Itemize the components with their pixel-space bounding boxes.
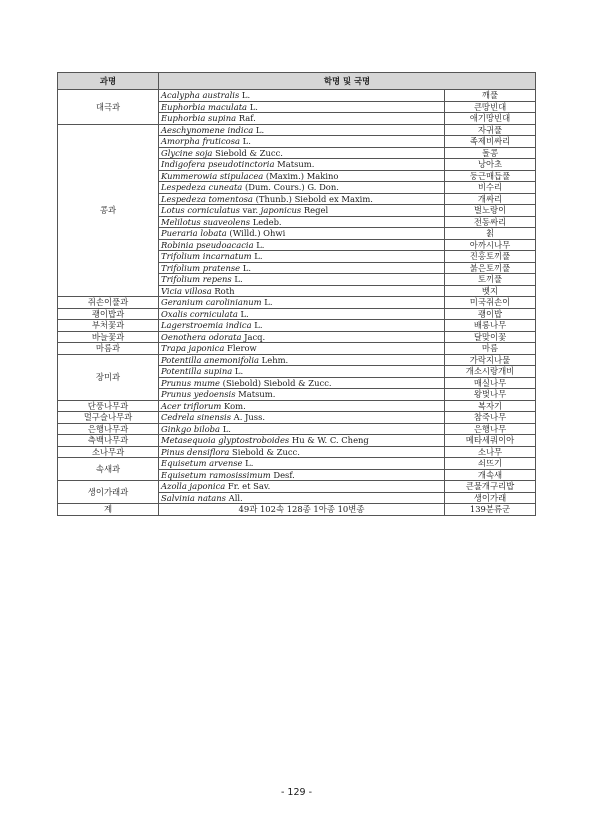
table-row [58,297,536,309]
scientific-author: L. [253,239,265,250]
table-row [58,412,536,424]
scientific-name-italic: Pinus densiflora [161,446,230,457]
scientific-author: Roth [211,285,235,296]
korean-name-cell: 메타세쿼이아 [445,435,536,447]
scientific-author: (Siebold) Siebold & Zucc. [220,377,332,388]
korean-name-cell: 괭이밥 [445,308,536,320]
scientific-name-italic: Aeschynomene indica [161,124,254,135]
scientific-name-italic: Azolla japonica [161,481,226,492]
scientific-author: L. [251,320,263,331]
scientific-name-italic: Euphorbia supina [161,113,237,124]
total-count: 139분류군 [445,504,536,516]
scientific-author: L. [253,124,265,135]
table-row [58,481,536,493]
table-row [58,308,536,320]
scientific-author: L. [240,262,251,273]
scientific-name-italic: Robinia pseudoacacia [161,239,254,250]
page-number: - 129 - [280,787,313,798]
scientific-name-italic: Salvinia natans [161,492,226,503]
korean-name-cell: 마름 [445,343,536,355]
korean-name-cell: 둥근매듭풀 [445,170,536,182]
table-row [58,331,536,343]
family-cell: 콩과 [58,124,159,297]
scientific-name-cell [159,113,445,125]
scientific-name-cell [159,423,445,435]
scientific-name-italic: Pueraria lobata [161,228,227,239]
korean-name-cell: 칡 [445,228,536,240]
scientific-author: L. [239,90,251,101]
family-cell: 단풍나무과 [58,400,159,412]
total-label: 계 [58,504,159,516]
family-cell: 생이가래과 [58,481,159,504]
korean-name-cell: 매실나무 [445,377,536,389]
scientific-name-cell [159,308,445,320]
table-row [58,90,536,102]
table-row [58,446,536,458]
korean-name-cell: 큰땅빈대 [445,101,536,113]
scientific-name-italic: Trifolium incarnatum [161,251,252,262]
scientific-name-cell [159,274,445,286]
total-row [58,504,536,516]
family-cell: 장미과 [58,354,159,400]
table-body [58,90,536,516]
korean-name-cell: 벳지 [445,285,536,297]
korean-name-cell: 아까시나무 [445,239,536,251]
scientific-author: (Thunb.) Siebold ex Maxim. [252,193,373,204]
scientific-name-cell [159,331,445,343]
scientific-name-cell [159,366,445,378]
scientific-name-italic: Melilotus suaveolens [161,216,251,227]
total-summary: 49과 102속 128종 1아종 10변종 [159,504,445,516]
scientific-name-italic: Oenothera odorata [161,331,242,342]
family-cell: 쥐손이풀과 [58,297,159,309]
korean-name-cell: 비수리 [445,182,536,194]
korean-name-cell: 벌노랑이 [445,205,536,217]
scientific-name-cell [159,205,445,217]
scientific-name-cell [159,159,445,171]
table-row [58,124,536,136]
scientific-name-cell [159,469,445,481]
scientific-name-italic: Prunus mume [161,377,221,388]
scientific-author: Ledeb. [250,216,282,227]
scientific-name-cell [159,101,445,113]
korean-name-cell: 애기땅빈대 [445,113,536,125]
family-cell: 은행나무과 [58,423,159,435]
scientific-name-cell [159,354,445,366]
scientific-name-italic: Equisetum arvense [161,458,243,469]
scientific-name-italic: Trifolium repens [161,274,232,285]
table-row [58,435,536,447]
scientific-name-cell [159,435,445,447]
korean-name-cell: 소나무 [445,446,536,458]
scientific-author: Matsum. [274,159,315,170]
table-header-row [58,73,536,90]
korean-name-cell: 개소시랑개비 [445,366,536,378]
scientific-name-cell [159,239,445,251]
scientific-name-cell [159,400,445,412]
scientific-author: Desf. [270,469,295,480]
scientific-name-italic: Trifolium pratense [161,262,241,273]
scientific-author: Flerow [224,343,257,354]
korean-name-cell: 깨풀 [445,90,536,102]
table-row [58,458,536,470]
header-species: 학명 및 국명 [159,73,536,90]
korean-name-cell: 토끼풀 [445,274,536,286]
scientific-name-italic: Potentilla supina [161,366,233,377]
scientific-name-cell [159,262,445,274]
scientific-name-cell [159,193,445,205]
scientific-author: L. [237,308,249,319]
table-row [58,320,536,332]
korean-name-cell: 전동싸리 [445,216,536,228]
scientific-name-cell [159,320,445,332]
scientific-author: L. [251,251,263,262]
scientific-name-cell [159,124,445,136]
scientific-name-italic: Euphorbia maculata [161,101,248,112]
scientific-name-italic: Lespedeza tomentosa [161,193,253,204]
scientific-author: Matsum. [235,389,276,400]
family-cell: 대극과 [58,90,159,125]
korean-name-cell: 개속새 [445,469,536,481]
scientific-author: Siebold & Zucc. [229,446,300,457]
korean-name-cell: 돌콩 [445,147,536,159]
scientific-name-italic: Acalypha australis [161,90,240,101]
table-row [58,400,536,412]
korean-name-cell: 자귀풀 [445,124,536,136]
scientific-name-italic: Acer triflorum [161,400,222,411]
scientific-author: L. [220,423,231,434]
scientific-author: Hu & W. C. Cheng [289,435,369,446]
scientific-author: A. Juss. [231,412,266,423]
family-cell: 마름과 [58,343,159,355]
scientific-author: Regel [301,205,329,216]
korean-name-cell: 큰물개구리밥 [445,481,536,493]
scientific-author: var. [239,205,261,216]
korean-name-cell: 붉은토끼풀 [445,262,536,274]
korean-name-cell: 개싸리 [445,193,536,205]
table-row [58,423,536,435]
scientific-author: L. [261,297,273,308]
korean-name-cell: 왕벚나무 [445,389,536,401]
scientific-name-italic: Metasequoia glyptostroboides [161,435,290,446]
korean-name-cell: 쇠뜨기 [445,458,536,470]
korean-name-cell: 낭아초 [445,159,536,171]
scientific-name-italic: Kummerowia stipulacea [161,170,264,181]
family-cell: 멀구슬나무과 [58,412,159,424]
korean-name-cell: 족제비싸리 [445,136,536,148]
scientific-author: L. [240,136,251,147]
scientific-name-italic: Equisetum ramosissimum [161,469,271,480]
scientific-name-italic: Glycine soja [161,147,213,158]
scientific-name-italic: Indigofera pseudotinctoria [161,159,275,170]
scientific-name-italic: Prunus yedoensis [161,389,236,400]
scientific-name-cell [159,458,445,470]
scientific-author: Siebold & Zucc. [212,147,283,158]
scientific-name-cell [159,147,445,159]
scientific-name-italic: Lespedeza cuneata [161,182,243,193]
table-row [58,354,536,366]
family-cell: 바늘꽃과 [58,331,159,343]
scientific-name-cell [159,182,445,194]
scientific-author: Lehm. [259,354,289,365]
korean-name-cell: 가락지나물 [445,354,536,366]
scientific-name-cell [159,228,445,240]
scientific-name-cell [159,377,445,389]
flora-table [57,72,536,516]
scientific-author: Raf. [236,113,256,124]
scientific-name-italic: Trapa japonica [161,343,225,354]
scientific-author: L. [231,274,243,285]
scientific-name-cell [159,389,445,401]
scientific-name-cell [159,136,445,148]
scientific-author: L. [232,366,244,377]
scientific-author: (Maxim.) Makino [263,170,339,181]
scientific-name-cell [159,492,445,504]
scientific-author: Kom. [221,400,246,411]
scientific-author: All. [225,492,243,503]
scientific-name-italic: Lagerstroemia indica [161,320,252,331]
scientific-name-cell [159,481,445,493]
scientific-name-cell [159,297,445,309]
scientific-author: L. [242,458,254,469]
scientific-name-italic: Amorpha fruticosa [161,136,241,147]
scientific-name-italic: Potentilla anemonifolia [161,354,260,365]
korean-name-cell: 진홍토끼풀 [445,251,536,263]
scientific-name-cell [159,412,445,424]
scientific-name-italic: Vicia villosa [161,285,212,296]
scientific-name-cell [159,285,445,297]
table-row [58,343,536,355]
scientific-name-cell [159,216,445,228]
korean-name-cell: 달맞이꽃 [445,331,536,343]
scientific-author: (Willd.) Ohwi [226,228,286,239]
scientific-name-cell [159,343,445,355]
scientific-author: L. [247,101,258,112]
scientific-author: Jacq. [241,331,266,342]
korean-name-cell: 미국쥐손이 [445,297,536,309]
scientific-name-cell [159,170,445,182]
scientific-name-italic: Geranium carolinianum [161,297,262,308]
scientific-name-cell [159,446,445,458]
scientific-name-italic: Lotus corniculatus [161,205,240,216]
scientific-name-italic: Cedrela sinensis [161,412,232,423]
scientific-author: (Dum. Cours.) G. Don. [242,182,339,193]
scientific-name-cell [159,90,445,102]
korean-name-cell: 생이가래 [445,492,536,504]
scientific-name-italic: Ginkgo biloba [161,423,221,434]
korean-name-cell: 은행나무 [445,423,536,435]
scientific-author: Fr. et Sav. [225,481,271,492]
scientific-name-italic: Oxalis corniculata [161,308,238,319]
family-cell: 소나무과 [58,446,159,458]
family-cell: 속새과 [58,458,159,481]
korean-name-cell: 배롱나무 [445,320,536,332]
family-cell: 부처꽃과 [58,320,159,332]
scientific-name-italic: japonicus [260,205,302,216]
korean-name-cell: 복자기 [445,400,536,412]
scientific-name-cell [159,251,445,263]
family-cell: 측백나무과 [58,435,159,447]
family-cell: 괭이밥과 [58,308,159,320]
header-family: 과명 [58,73,159,90]
korean-name-cell: 참죽나무 [445,412,536,424]
